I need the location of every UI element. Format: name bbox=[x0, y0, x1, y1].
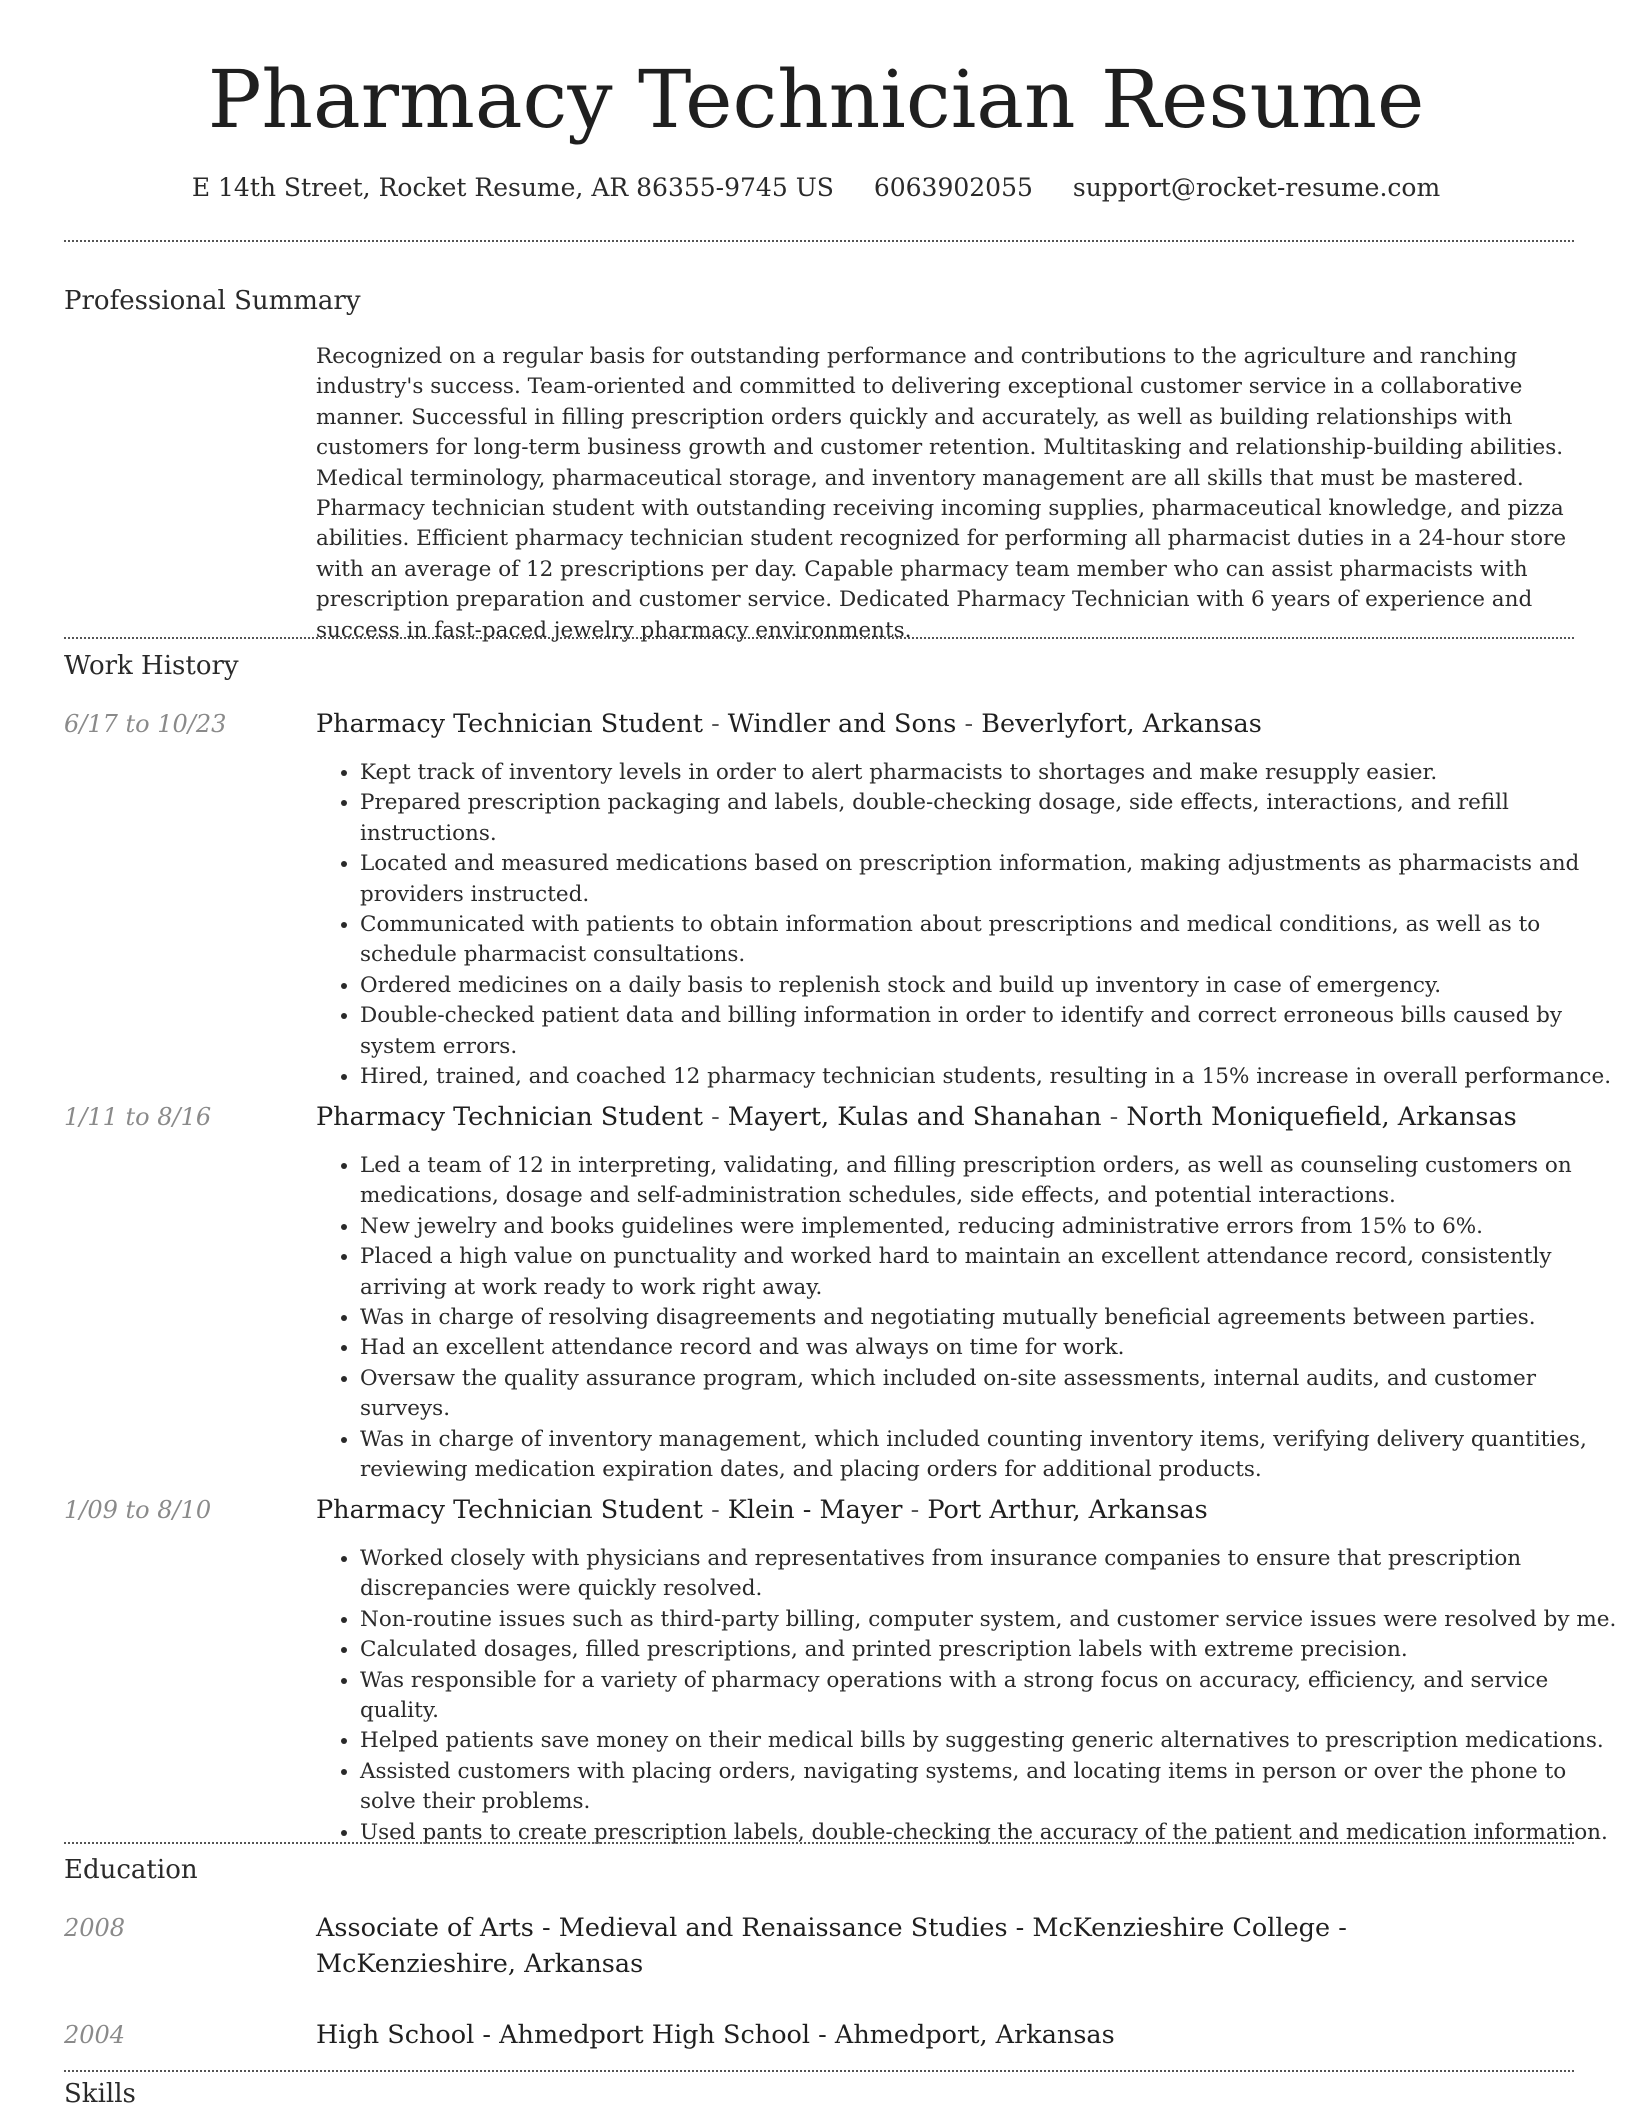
list-item: • Double-checked patient data and billing information in order to identify and correct erroneous bills caused by system errors. bbox=[360, 1001, 1618, 1062]
section-divider bbox=[64, 1842, 1574, 1844]
education-field: Medieval and Renaissance Studies bbox=[558, 1913, 1008, 1943]
job-location: Beverlyfort, Arkansas bbox=[981, 709, 1262, 739]
education-school: Ahmedport High School bbox=[499, 2020, 811, 2050]
section-title-work-history: Work History bbox=[64, 651, 239, 681]
job-role: Pharmacy Technician Student bbox=[316, 1495, 703, 1525]
resume-name: Pharmacy Technician Resume bbox=[207, 53, 1425, 146]
section-title-summary: Professional Summary bbox=[64, 286, 361, 316]
job-title: Pharmacy Technician Student - Klein - Mayer - Port Arthur, Arkansas bbox=[316, 1495, 1208, 1525]
job-bullets bbox=[316, 1544, 1618, 1848]
education-location: McKenzieshire, Arkansas bbox=[316, 1949, 644, 1979]
job-company: Klein - Mayer bbox=[727, 1495, 903, 1525]
list-item: • Kept track of inventory levels in order to alert pharmacists to shortages and make resupply easier. bbox=[360, 758, 1618, 788]
list-item: • Helped patients save money on their medical bills by suggesting generic alternatives to prescription medications. bbox=[360, 1726, 1618, 1756]
contact-address: E 14th Street, Rocket Resume, AR 86355-9745 US bbox=[191, 173, 834, 202]
list-item: • Was responsible for a variety of pharmacy operations with a strong focus on accuracy, efficiency, and service quality. bbox=[360, 1666, 1618, 1727]
contact-email: support@rocket-resume.com bbox=[1072, 173, 1441, 202]
section-divider bbox=[64, 2070, 1574, 2072]
list-item: • Was in charge of resolving disagreements and negotiating mutually beneficial agreements between parties. bbox=[360, 1303, 1618, 1333]
list-item: • Had an excellent attendance record and was always on time for work. bbox=[360, 1333, 1618, 1363]
education-entry: High School - Ahmedport High School - Ahmedport, Arkansas bbox=[316, 2020, 1115, 2050]
list-item: • Used pants to create prescription labels, double-checking the accuracy of the patient and medication information. bbox=[360, 1818, 1618, 1848]
list-item: • Assisted customers with placing orders, navigating systems, and locating items in person or over the phone to solve their problems. bbox=[360, 1757, 1618, 1818]
job-bullets bbox=[316, 1151, 1618, 1485]
section-divider bbox=[64, 240, 1574, 242]
section-divider bbox=[64, 637, 1574, 639]
section-title-education: Education bbox=[64, 1855, 198, 1885]
contact-line bbox=[0, 170, 1632, 206]
job-company: Mayert, Kulas and Shanahan bbox=[727, 1102, 1102, 1132]
list-item: • Prepared prescription packaging and labels, double-checking dosage, side effects, interactions, and refill instructions. bbox=[360, 788, 1618, 849]
list-item: • Oversaw the quality assurance program, which included on-site assessments, internal audits, and customer surveys. bbox=[360, 1364, 1618, 1425]
education-entry: Associate of Arts - Medieval and Renaissance Studies - McKenzieshire College - McKenzieshire, Arkansas bbox=[316, 1913, 1347, 1979]
job-company: Windler and Sons bbox=[727, 709, 957, 739]
education-year: 2008 bbox=[64, 1914, 126, 1942]
job-role: Pharmacy Technician Student bbox=[316, 1102, 703, 1132]
summary-text: Recognized on a regular basis for outstanding performance and contributions to the agriculture and ranching industry's success. Team-oriented and committed to delivering exceptional customer service in a collaborative manner. Successful in filling prescription orders quickly and accurately, as well as building relationships with customers for long-term business growth and customer retention. Multitasking and relationship-building abilities. Medical terminology, pharmaceutical storage, and inventory management are all skills that must be mastered. Pharmacy technician student with outstanding receiving incoming supplies, pharmaceutical knowledge, and pizza abilities. Efficient pharmacy technician student recognized for performing all pharmacist duties in a 24-hour store with an average of 12 prescriptions per day. Capable pharmacy team member who can assist pharmacists with prescription preparation and customer service. Dedicated Pharmacy Technician with 6 years of experience and success in fast-paced jewelry pharmacy environments. bbox=[316, 344, 1567, 643]
list-item: • Was in charge of inventory management, which included counting inventory items, verifying delivery quantities, reviewing medication expiration dates, and placing orders for additional products. bbox=[360, 1425, 1618, 1486]
job-dates: 6/17 to 10/23 bbox=[64, 710, 227, 738]
list-item: • Located and measured medications based on prescription information, making adjustments as pharmacists and providers instructed. bbox=[360, 849, 1618, 910]
job-dates: 1/11 to 8/16 bbox=[64, 1103, 212, 1131]
job-title: Pharmacy Technician Student - Mayert, Kulas and Shanahan - North Moniquefield, Arkansas bbox=[316, 1102, 1517, 1132]
list-item: • Communicated with patients to obtain information about prescriptions and medical conditions, as well as to schedule pharmacist consultations. bbox=[360, 910, 1618, 971]
job-location: Port Arthur, Arkansas bbox=[927, 1495, 1208, 1525]
section-title-skills: Skills bbox=[64, 2079, 136, 2109]
education-year: 2004 bbox=[64, 2021, 126, 2049]
education-degree: High School bbox=[316, 2020, 475, 2050]
education-location: Ahmedport, Arkansas bbox=[834, 2020, 1115, 2050]
education-degree: Associate of Arts bbox=[316, 1913, 534, 1943]
education-school: McKenzieshire College bbox=[1032, 1913, 1331, 1943]
contact-phone: 6063902055 bbox=[873, 173, 1033, 202]
job-bullets bbox=[316, 758, 1618, 1092]
list-item: • Led a team of 12 in interpreting, validating, and filling prescription orders, as well as counseling customers on medications, dosage and self-administration schedules, side effects, and potential interactions. bbox=[360, 1151, 1618, 1212]
list-item: • Calculated dosages, filled prescriptions, and printed prescription labels with extreme precision. bbox=[360, 1635, 1618, 1665]
job-role: Pharmacy Technician Student bbox=[316, 709, 703, 739]
list-item: • Ordered medicines on a daily basis to replenish stock and build up inventory in case of emergency. bbox=[360, 971, 1618, 1001]
list-item: • Hired, trained, and coached 12 pharmacy technician students, resulting in a 15% increase in overall performance. bbox=[360, 1062, 1618, 1092]
job-title: Pharmacy Technician Student - Windler and Sons - Beverlyfort, Arkansas bbox=[316, 709, 1262, 739]
job-dates: 1/09 to 8/10 bbox=[64, 1496, 212, 1524]
list-item: • Worked closely with physicians and representatives from insurance companies to ensure that prescription discrepancies were quickly resolved. bbox=[360, 1544, 1618, 1605]
list-item: • Placed a high value on punctuality and worked hard to maintain an excellent attendance record, consistently arriving at work ready to work right away. bbox=[360, 1242, 1618, 1303]
job-location: North Moniquefield, Arkansas bbox=[1126, 1102, 1517, 1132]
list-item: • New jewelry and books guidelines were implemented, reducing administrative errors from 15% to 6%. bbox=[360, 1212, 1618, 1242]
list-item: • Non-routine issues such as third-party billing, computer system, and customer service issues were resolved by me. bbox=[360, 1605, 1618, 1635]
